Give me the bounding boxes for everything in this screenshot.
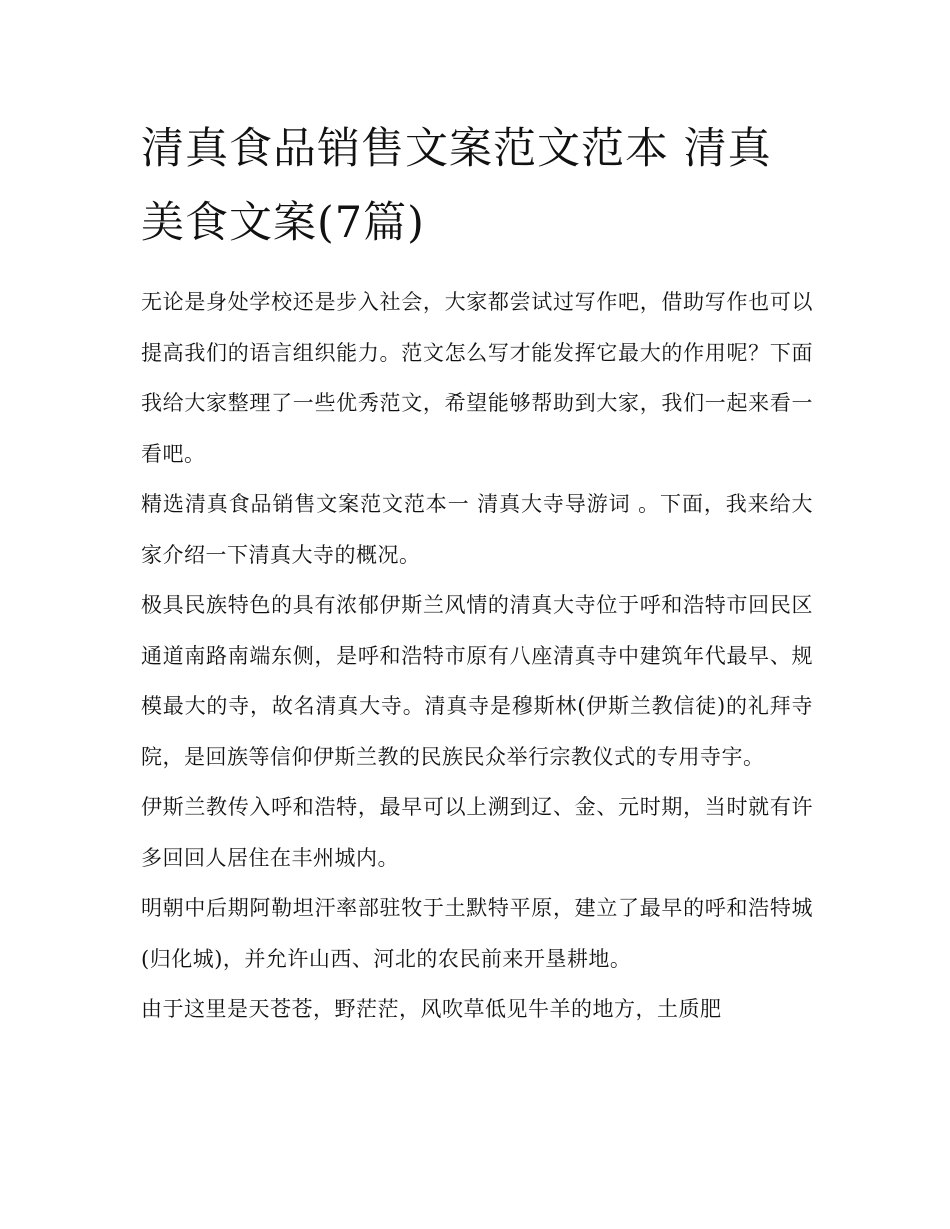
paragraph-landscape: 由于这里是天苍苍，野茫茫，风吹草低见牛羊的地方，土质肥 xyxy=(141,997,722,1021)
document-title: 清真食品销售文案范文范本 清真美食文案(7篇) xyxy=(141,124,772,248)
paragraph-section-one-heading: 精选清真食品销售文案范文范本一 清真大寺导游词 。下面，我来给大家介绍一下清真大寺的概况。 xyxy=(141,492,813,567)
paragraph-ming-dynasty: 明朝中后期阿勒坦汗率部驻牧于土默特平原，建立了最早的呼和浩特城(归化城)，并允许山西、河北的农民前来开垦耕地。 xyxy=(141,896,813,971)
paragraph-intro: 无论是身处学校还是步入社会，大家都尝试过写作吧，借助写作也可以提高我们的语言组织能力。范文怎么写才能发挥它最大的作用呢？下面我给大家整理了一些优秀范文，希望能够帮助到大家，我们一起来看一看吧。 xyxy=(141,290,813,466)
paragraph-islam-history: 伊斯兰教传入呼和浩特，最早可以上溯到辽、金、元时期，当时就有许多回回人居住在丰州城内。 xyxy=(141,795,813,870)
document-page xyxy=(141,112,813,1035)
paragraph-mosque-overview: 极具民族特色的具有浓郁伊斯兰风情的清真大寺位于呼和浩特市回民区通道南路南端东侧，是呼和浩特市原有八座清真寺中建筑年代最早、规模最大的寺，故名清真大寺。清真寺是穆斯林(伊斯兰教信徒)的礼拜寺院，是回族等信仰伊斯兰教的民族民众举行宗教仪式的专用寺宇。 xyxy=(141,593,813,769)
